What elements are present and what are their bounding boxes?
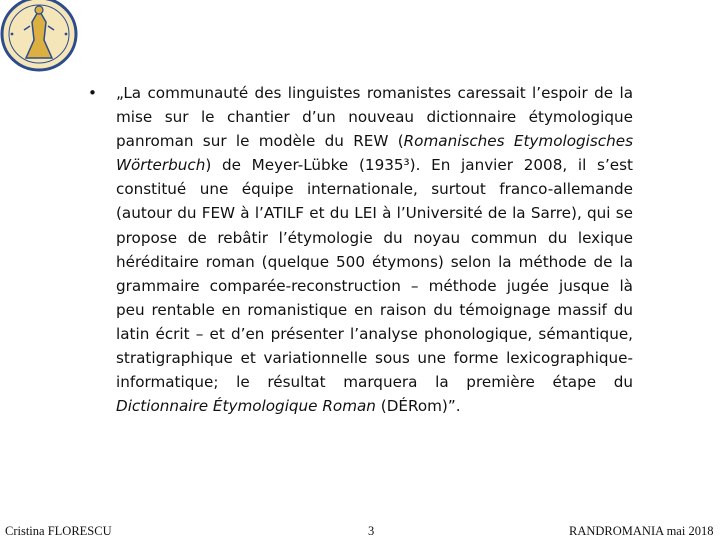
footer-event: RANDROMANIA mai 2018	[569, 524, 714, 538]
footer-page-number: 3	[368, 524, 375, 538]
quote-text-part-1: „La communauté des linguistes romanistes caressait l’espoir de la mise sur le chantier d’un nouveau dictionnaire étymologique panroman sur le modèle du REW (	[116, 84, 633, 151]
quote-text-part-3: (DÉRom)”.	[375, 397, 461, 416]
quote-text-part-2: ) de Meyer-Lübke (1935³). En janvier 2008, il s’est constitué une équipe internationale, surtout franco-allemande (autour du FEW à l’ATILF et du LEI à l’Université de la Sarre), qui se propose de rebâtir l’étymologie du noyau commun du lexique héréditaire roman (quelque 500 étymons) selon la méthode de la grammaire comparée-reconstruction – méthode jugée jusque là peu rentable en romanistique en raison du témoignage massif du latin écrit – et d’en présenter l’analyse phonologique, sémantique, stratigraphique et variationnelle sous une forme lexicographique-informatique; le résultat marquera la première étape du	[116, 156, 633, 392]
rew-title: Romanisches Etymologisches Wörterbuch	[116, 132, 633, 175]
university-seal-icon	[0, 0, 80, 76]
quote-paragraph	[116, 81, 633, 418]
bullet-dot: •	[88, 84, 97, 102]
footer-author: Cristina FLORESCU	[5, 524, 112, 538]
bullet-item	[88, 81, 633, 418]
derom-title: Dictionnaire Étymologique Roman	[116, 397, 376, 416]
